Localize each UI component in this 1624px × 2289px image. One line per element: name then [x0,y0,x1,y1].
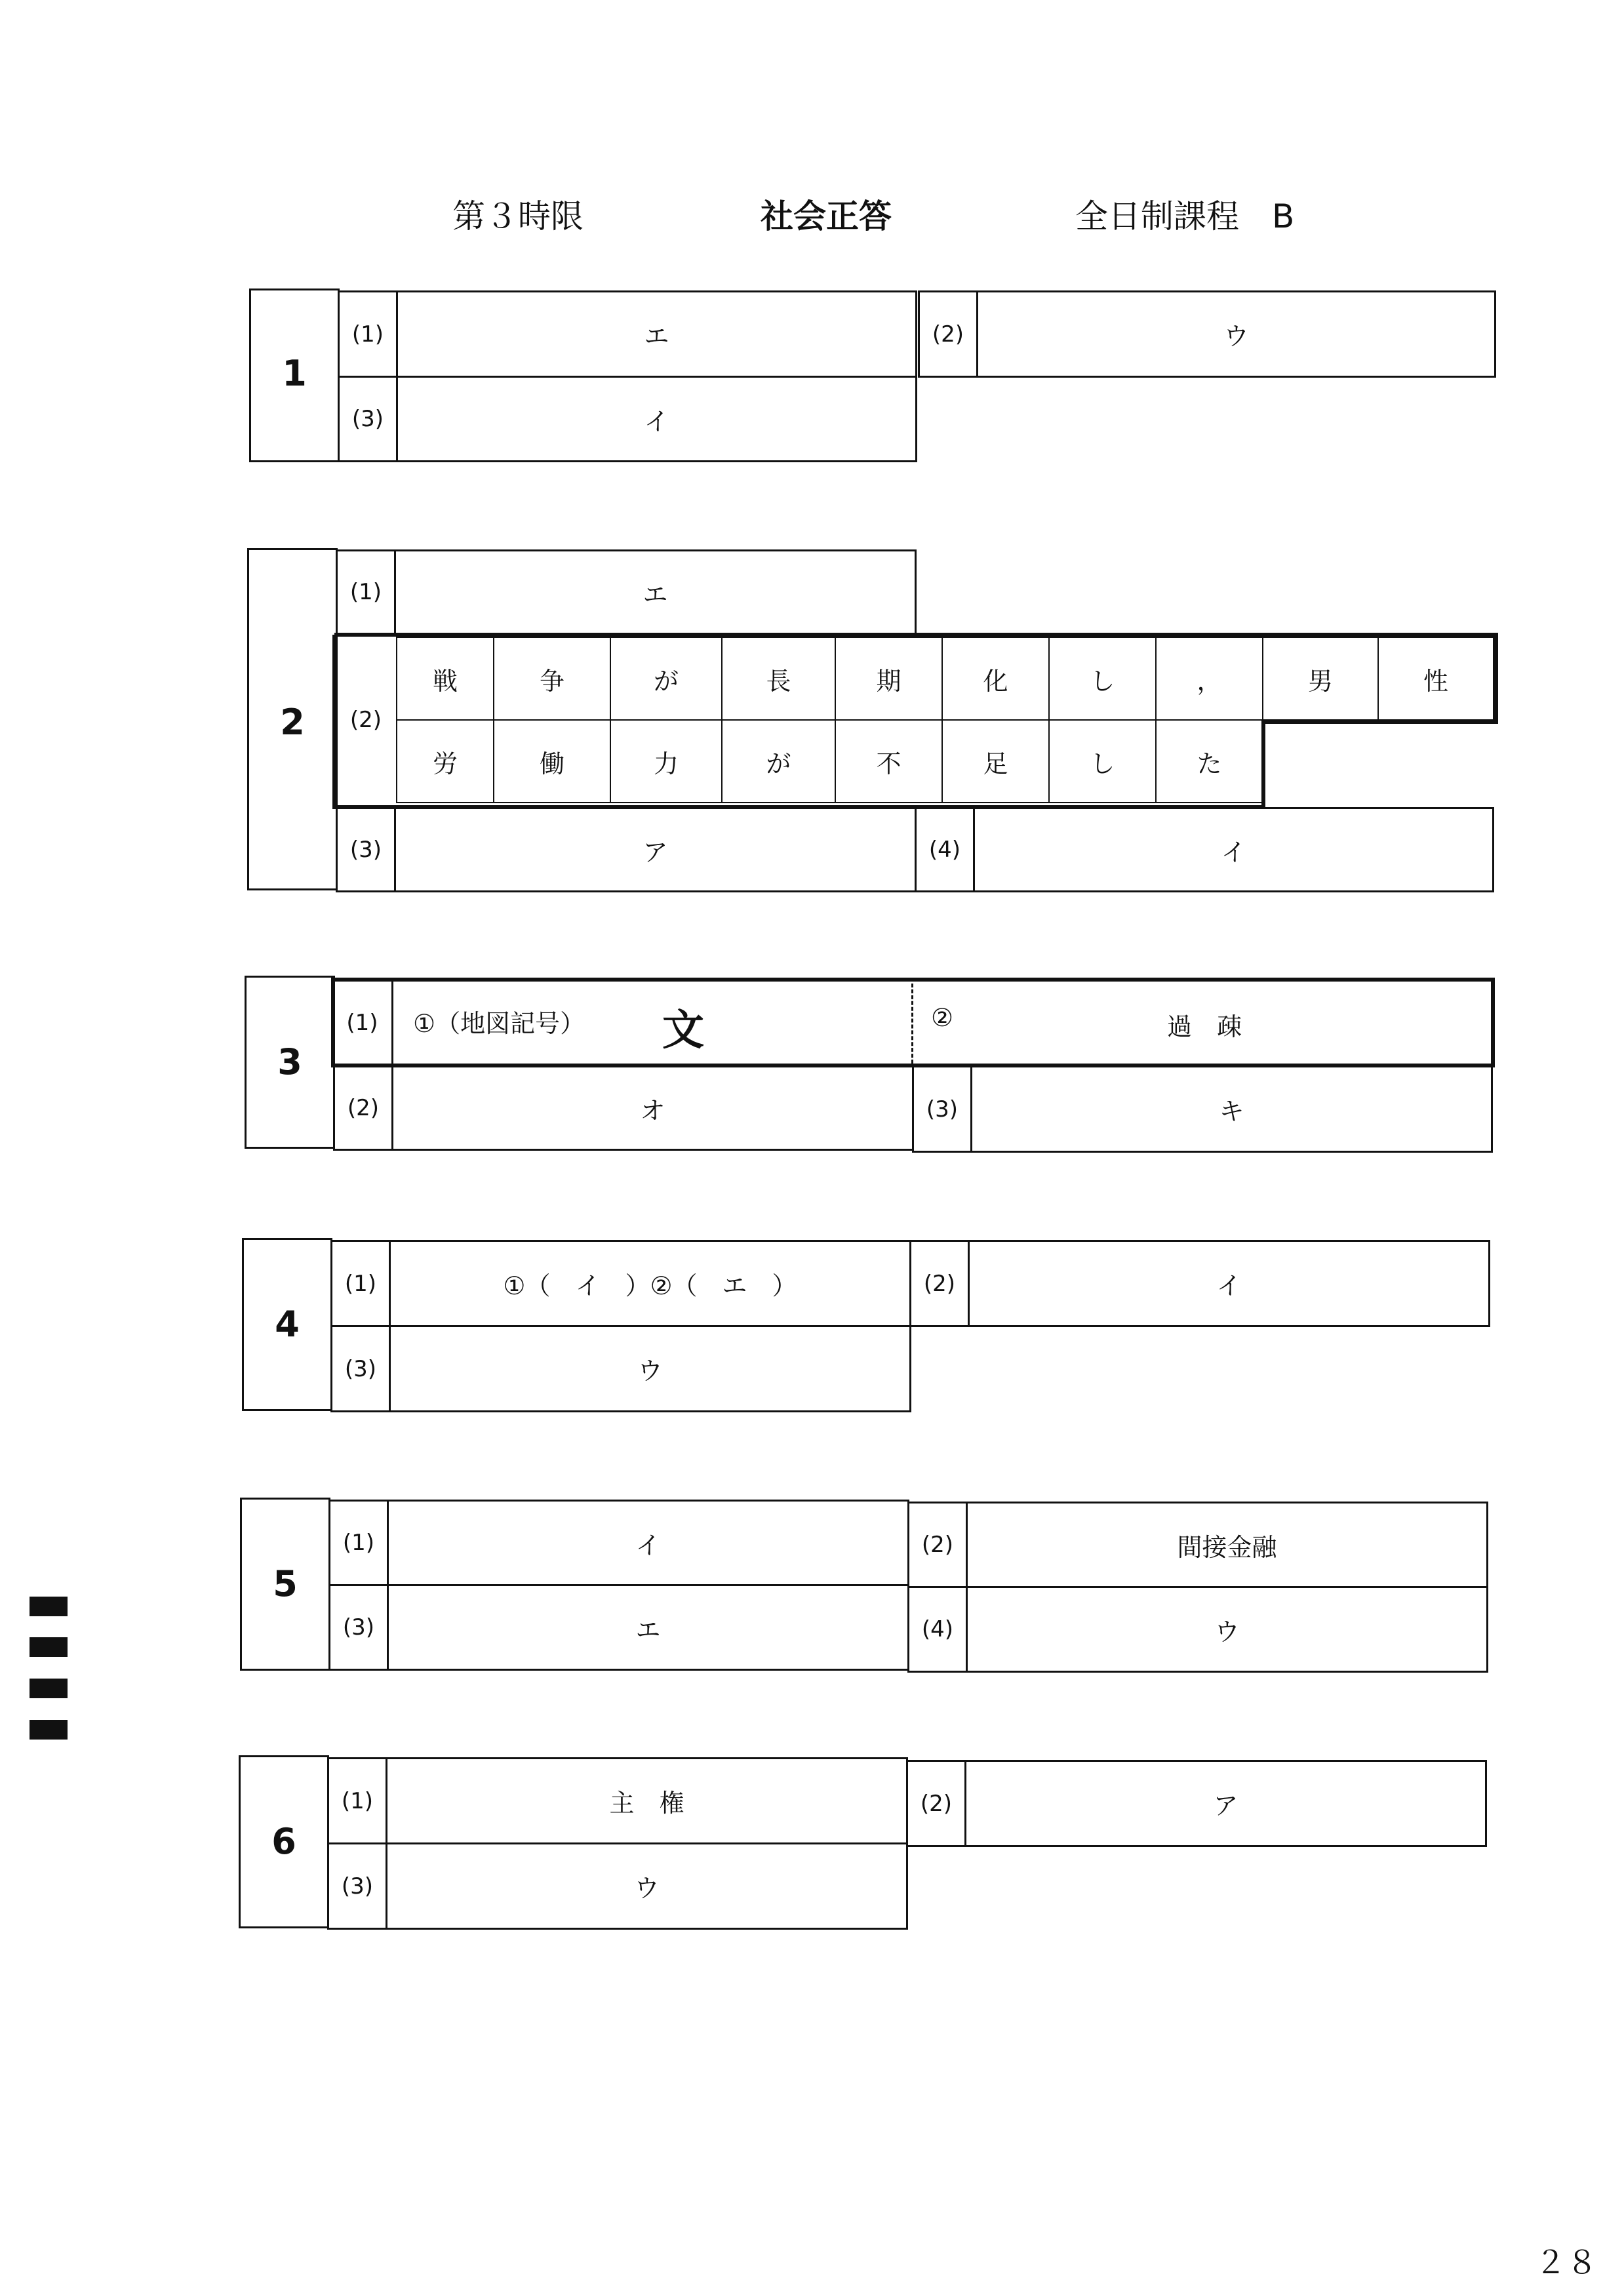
dashed-divider [911,984,913,1064]
sub-question-label: ② [931,1003,954,1032]
answer-character-cell: 不 [835,719,943,803]
answer-field: ア [964,1760,1487,1847]
question-label: (2) [907,1502,968,1588]
answer-character-cell: 化 [941,637,1050,721]
header-period: 第３時限 [452,197,584,235]
answer-field: ウ [389,1325,911,1412]
question-label: (1) [333,980,393,1065]
answer-field: ウ [976,290,1496,378]
answer-character-cell: 性 [1377,637,1494,721]
question-label: (2) [909,1240,970,1327]
answer-field: イ [973,807,1494,892]
section-number: 4 [275,1304,300,1345]
question-label: (4) [907,1586,968,1673]
answer-field: イ [396,376,917,462]
answer-field: イ [387,1500,909,1586]
answer-field: 間接金融 [966,1502,1488,1588]
answer-field: ア [394,807,917,892]
question-label: (3) [330,1325,391,1412]
question-label: (2) [918,290,978,378]
question-label: (1) [327,1757,387,1844]
answer-character-cell: 働 [493,719,611,803]
question-label: (3) [328,1584,389,1671]
answer-character-cell: が [721,719,836,803]
question-label: (3) [336,807,396,892]
section-number: 6 [271,1821,296,1862]
scan-mark [30,1597,68,1616]
scan-mark [30,1720,68,1740]
answer-field: キ [970,1065,1493,1153]
map-symbol-answer: 文 [662,1006,704,1055]
scan-mark [30,1637,68,1657]
answer-character-cell: し [1048,637,1157,721]
question-label: (3) [338,376,398,462]
answer-text: 過 疎 [1167,1012,1242,1041]
section-number: 2 [280,702,305,743]
question-label: (3) [912,1065,972,1153]
answer-field: エ [394,549,917,635]
question-label: (2) [333,1065,393,1151]
answer-character-cell: が [610,637,723,721]
answer-field: イ [968,1240,1490,1327]
answer-field: オ [391,1065,914,1151]
header-subject: 社会正答 [761,197,892,235]
page-number: ２８ [1534,2244,1598,2281]
answer-character-cell: 長 [721,637,836,721]
map-symbol-label: ①（地図記号） [413,1009,585,1038]
answer-field: エ [396,290,917,378]
answer-character-cell: 戦 [396,637,494,721]
answer-field: ①（ イ ）②（ エ ） [389,1240,911,1327]
question-label: (2) [906,1760,966,1847]
question-label: (1) [328,1500,389,1586]
answer-character-cell: 労 [396,719,494,803]
answer-character-cell: し [1048,719,1157,803]
section-number: 5 [273,1563,298,1604]
answer-character-cell: 男 [1262,637,1379,721]
answer-character-cell: 期 [835,637,943,721]
header-course: 全日制課程 B [1075,197,1295,235]
question-label: (4) [915,807,975,892]
answer-character-cell: ， [1155,637,1263,721]
answer-character-cell: 争 [493,637,611,721]
question-label: (2) [349,707,382,733]
question-label: (1) [338,290,398,378]
answer-field: エ [387,1584,909,1671]
answer-character-cell: 足 [941,719,1050,803]
answer-field: 主 権 [386,1757,908,1844]
answer-character-cell: た [1155,719,1263,803]
section-number: 1 [282,353,307,394]
answer-character-cell: 力 [610,719,723,803]
answer-field: ウ [386,1842,908,1930]
section-number: 3 [277,1041,302,1083]
question-label: (3) [327,1842,387,1930]
question-label: (1) [330,1240,391,1327]
answer-field: ウ [966,1586,1488,1673]
question-label: (1) [336,549,396,635]
scan-mark [30,1679,68,1698]
